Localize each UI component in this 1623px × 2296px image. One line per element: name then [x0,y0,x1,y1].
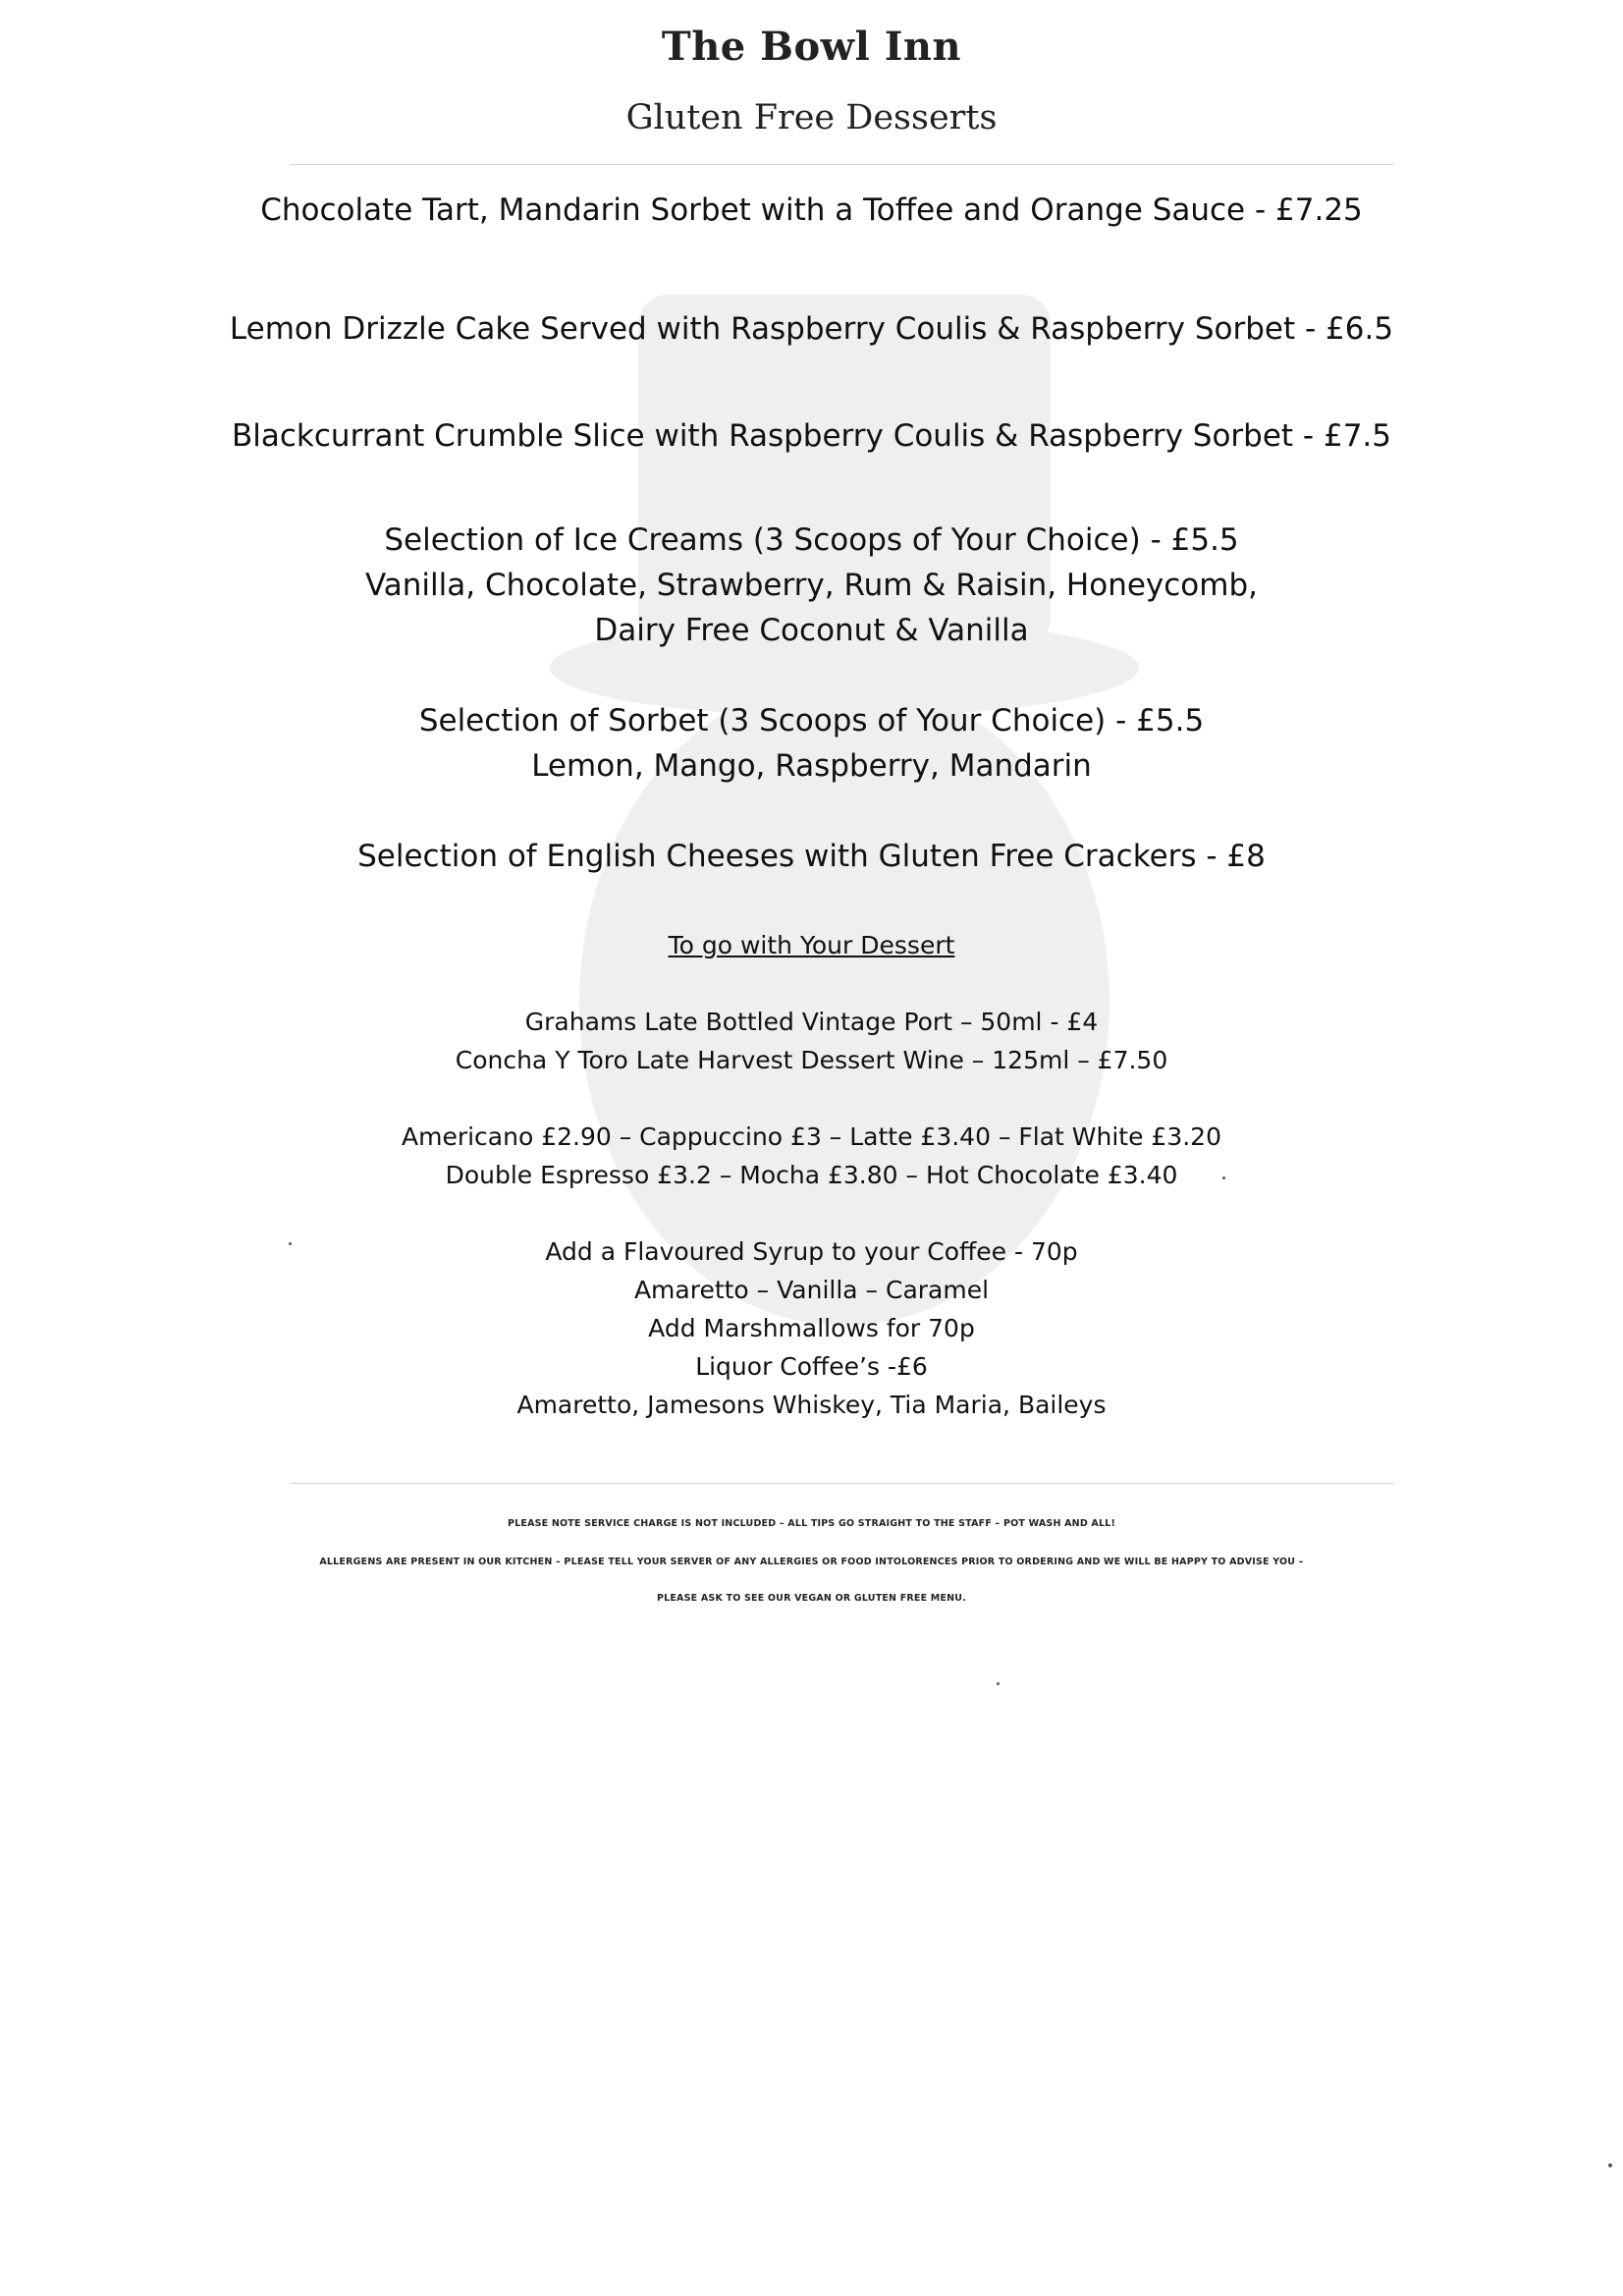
dessert-item-detail: Lemon, Mango, Raspberry, Mandarin [531,748,1092,784]
drink-line: Grahams Late Bottled Vintage Port – 50ml - £4 [524,1008,1099,1036]
drink-line: Amaretto, Jamesons Whiskey, Tia Maria, Baileys [516,1391,1107,1419]
drinks-heading: To go with Your Dessert [668,931,955,959]
menu-title: Gluten Free Desserts [625,98,998,137]
dessert-item: Selection of Sorbet (3 Scoops of Your Choice) - £5.5 [418,703,1205,738]
drink-line: Add a Flavoured Syrup to your Coffee - 70p [545,1237,1078,1266]
dessert-item-detail: Vanilla, Chocolate, Strawberry, Rum & Raisin, Honeycomb, [364,568,1259,603]
dessert-item-detail: Dairy Free Coconut & Vanilla [594,613,1029,648]
scan-speck [289,1242,292,1245]
scan-speck [1608,2163,1612,2167]
bottom-divider [290,1483,1394,1484]
dessert-item: Lemon Drizzle Cake Served with Raspberry Coulis & Raspberry Sorbet - £6.5 [229,311,1394,347]
scan-speck [997,1682,1000,1685]
drink-line: Double Espresso £3.2 – Mocha £3.80 – Hot Chocolate £3.40 [445,1161,1178,1189]
dessert-item: Selection of English Cheeses with Gluten Free Crackers - £8 [357,839,1266,874]
top-divider [290,164,1394,165]
drink-line: Liquor Coffee’s -£6 [695,1352,928,1381]
menu-note: PLEASE ASK TO SEE OUR VEGAN OR GLUTEN FREE MENU. [656,1593,967,1604]
dessert-item: Chocolate Tart, Mandarin Sorbet with a Toffee and Orange Sauce - £7.25 [260,192,1363,228]
top-hat-watermark-icon [530,295,1159,1375]
drink-line: Concha Y Toro Late Harvest Dessert Wine – 125ml – £7.50 [455,1046,1168,1074]
dessert-item: Blackcurrant Crumble Slice with Raspberry Coulis & Raspberry Sorbet - £7.5 [232,418,1391,454]
service-charge-note: PLEASE NOTE SERVICE CHARGE IS NOT INCLUDED – ALL TIPS GO STRAIGHT TO THE STAFF – POT WASH AND ALL! [507,1518,1116,1529]
allergen-note: ALLERGENS ARE PRESENT IN OUR KITCHEN – PLEASE TELL YOUR SERVER OF ANY ALLERGIES OR FOOD INTOLORENCES PRIOR TO ORDERING AND WE WILL BE HAPPY TO ADVISE YOU – [319,1557,1304,1567]
restaurant-name: The Bowl Inn [661,24,962,70]
drink-line: Amaretto – Vanilla – Caramel [633,1276,990,1304]
dessert-item: Selection of Ice Creams (3 Scoops of Your Choice) - £5.5 [384,522,1239,558]
drink-line: Add Marshmallows for 70p [648,1314,975,1342]
drink-line: Americano £2.90 – Cappuccino £3 – Latte £3.40 – Flat White £3.20 [401,1122,1221,1151]
scan-speck [1222,1176,1225,1179]
